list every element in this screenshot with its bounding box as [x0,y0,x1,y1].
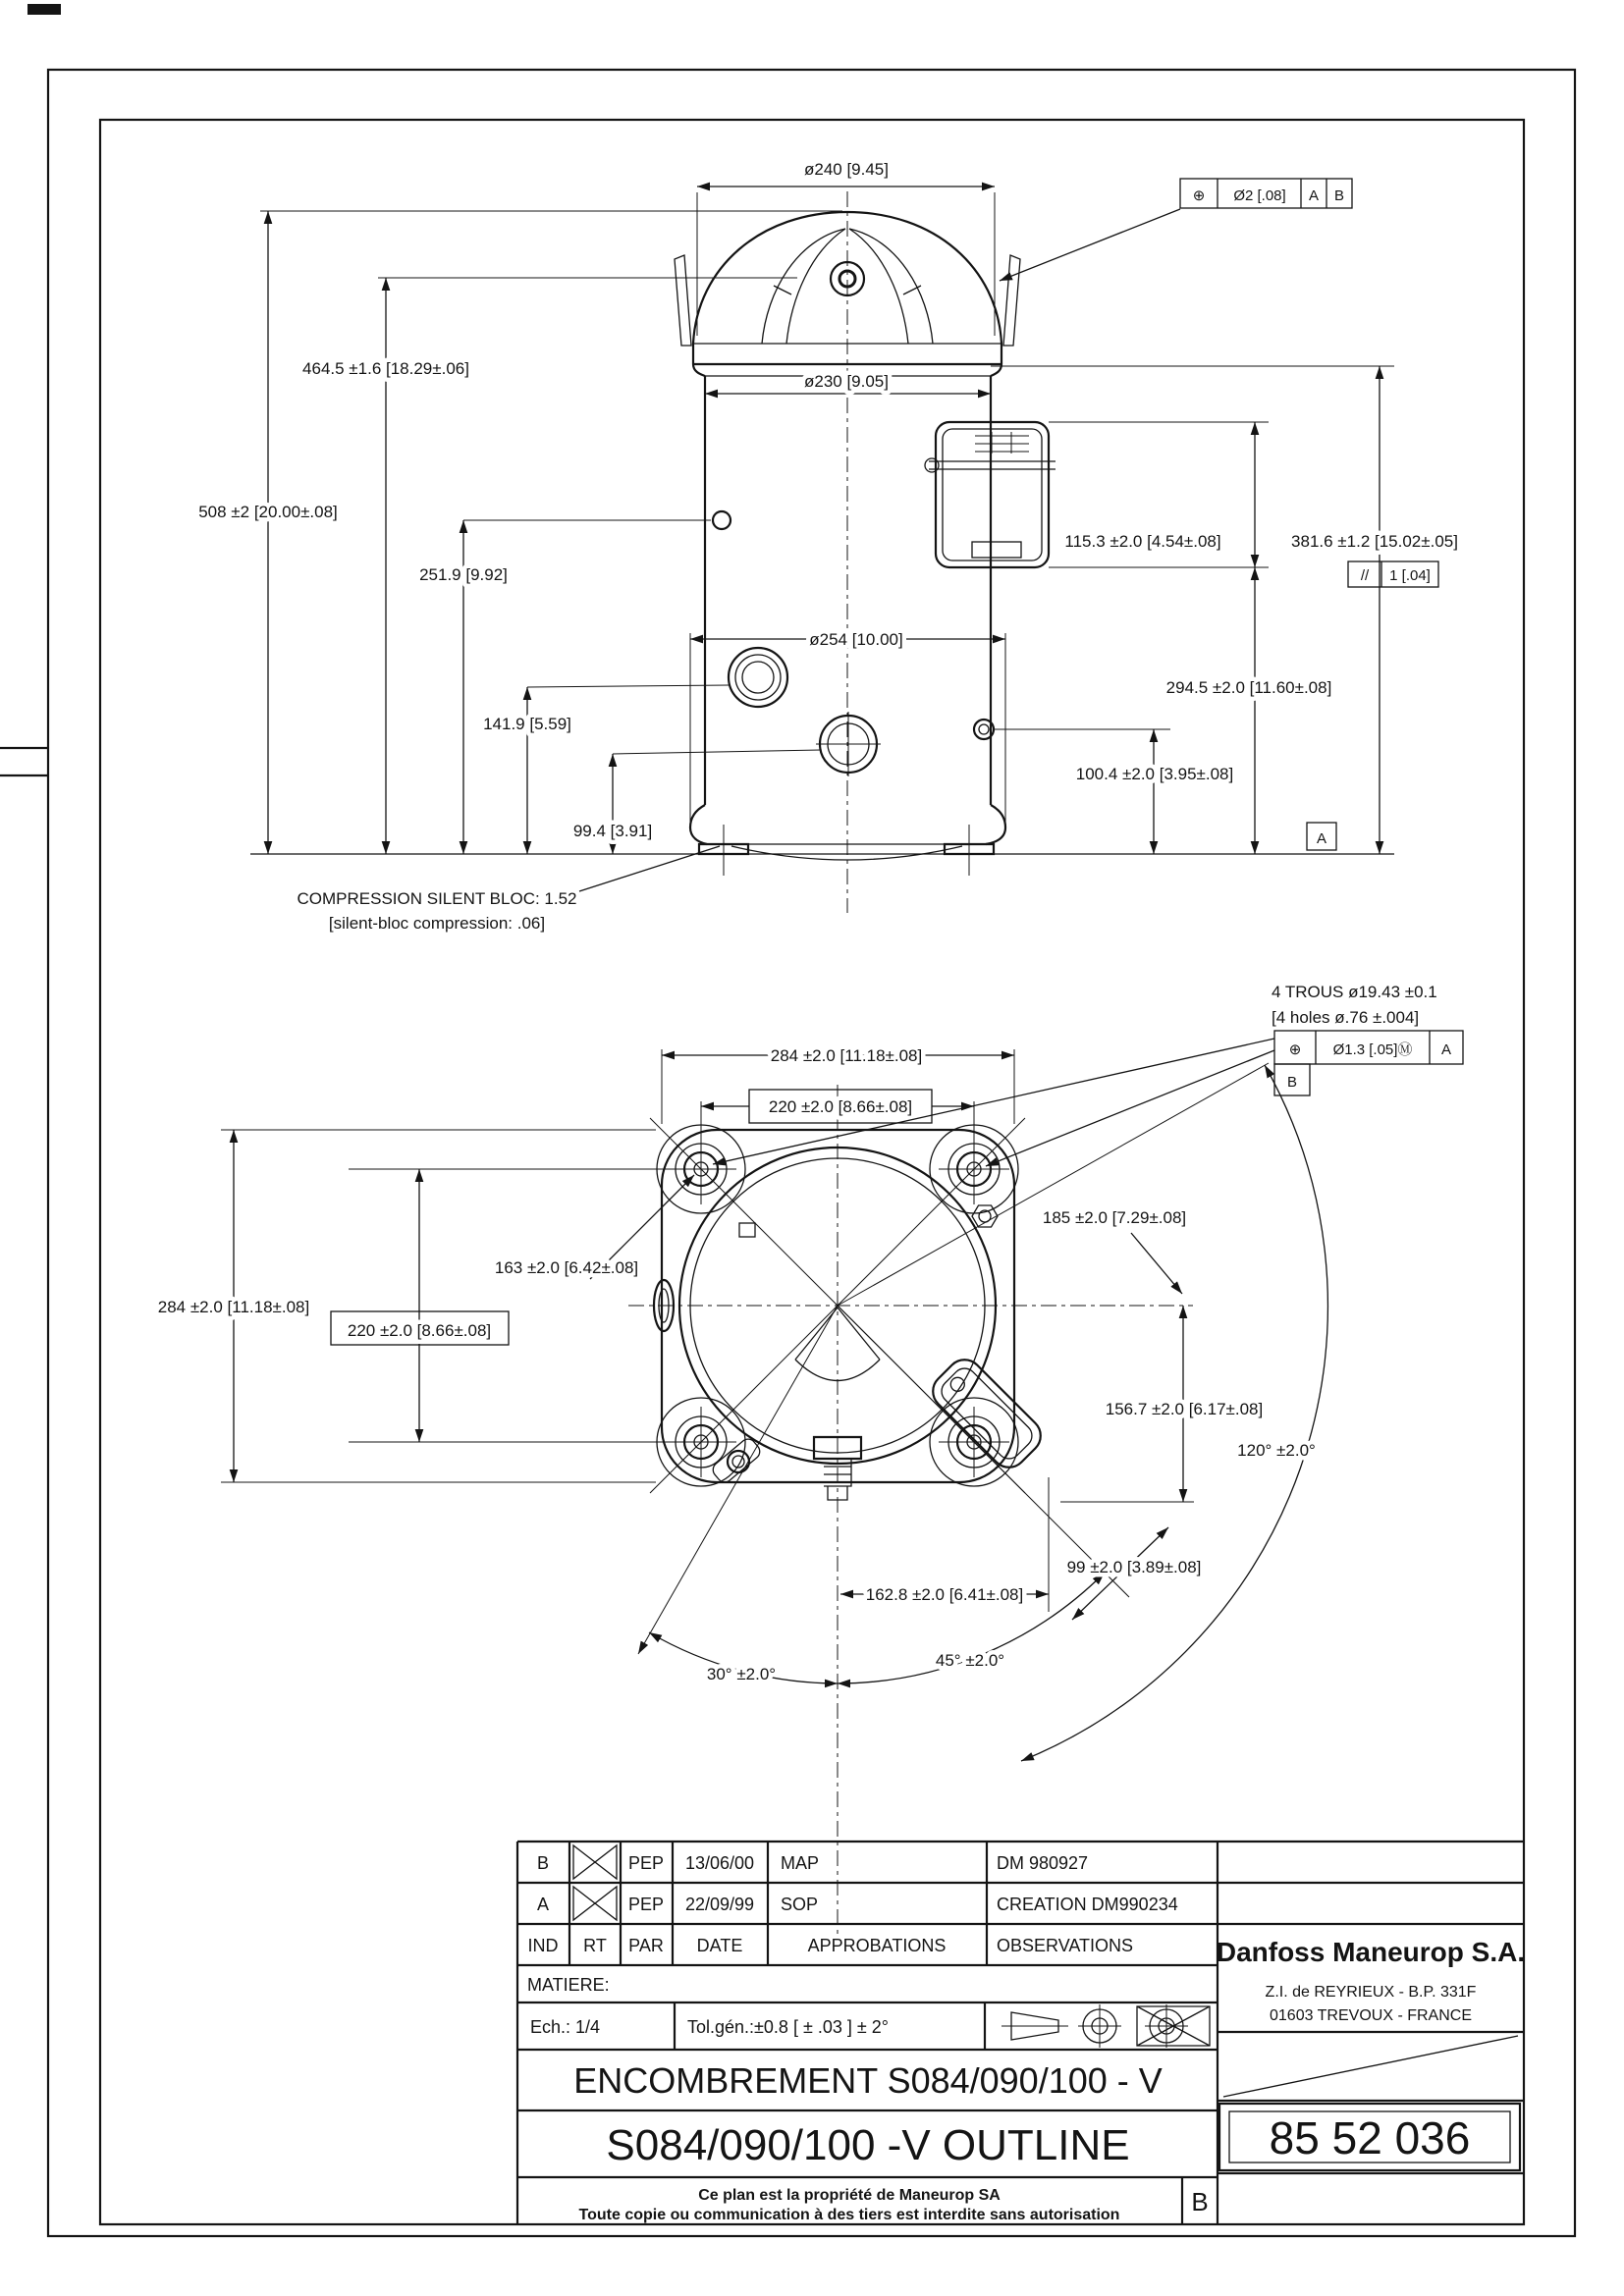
rev-b-ind: B [536,1853,550,1873]
left-plug [713,511,731,529]
parallelism-frame [1348,561,1438,587]
silent-bloc-note [298,846,721,933]
rev-a-par: PEP [627,1895,665,1914]
dim-141: 141.9 [5.59] [483,715,571,733]
angle-45: 45° ±2.0° [935,1651,1005,1670]
side-elevation-view [198,160,1458,933]
rev-a-ind: A [536,1895,550,1914]
dim-220-top: 220 ±2.0 [8.66±.08] [768,1097,913,1116]
rev-a-obs: CREATION DM990234 [997,1895,1178,1914]
company-address2: 01603 TREVOUX - FRANCE [1270,2007,1472,2024]
dim-284-left: 284 ±2.0 [11.18±.08] [157,1298,310,1316]
datum-a-label: A [1316,830,1327,847]
dim-284-top: 284 ±2.0 [11.18±.08] [770,1046,923,1065]
position-tolerance: Ø2 [.08] [1233,187,1286,204]
datum-ref-a-bottom: A [1440,1041,1452,1058]
notice-line1: Ce plan est la propriété de Maneurop SA [698,2187,1001,2204]
dim-99-4: 99.4 [3.91] [572,822,653,840]
title-french: ENCOMBREMENT S084/090/100 - V [573,2060,1163,2101]
dim-220-left: 220 ±2.0 [8.66±.08] [347,1321,492,1340]
rev-b-date: 13/06/00 [684,1853,755,1873]
dim-162: 162.8 ±2.0 [6.41±.08] [865,1585,1024,1604]
dim-115: 115.3 ±2.0 [4.54±.08] [1064,532,1221,551]
notice-line2: Toute copie ou communication à des tiers est interdite sans autorisation [578,2207,1120,2223]
datum-ref-b: B [1333,187,1345,204]
rev-b-obs: DM 980927 [997,1853,1089,1873]
title-block [517,1842,1525,2224]
angle-120: 120° ±2.0° [1237,1441,1316,1460]
side-view-dimensions [198,160,1458,933]
dim-100: 100.4 ±2.0 [3.95±.08] [1075,765,1234,783]
angle-30: 30° ±2.0° [706,1665,777,1683]
corner-print-mark [27,4,61,15]
rev-b-appro: MAP [781,1853,820,1873]
matiere-label: MATIERE: [527,1975,610,1995]
datum-ref-a: A [1308,187,1320,204]
lifting-tab-left [675,255,691,346]
hdr-ind: IND [527,1936,559,1955]
company-block [1217,1937,1525,2024]
dim-dia254: ø254 [10.00] [809,630,903,649]
dim-dia240: ø240 [9.45] [803,160,890,179]
dim-156: 156.7 ±2.0 [6.17±.08] [1105,1400,1264,1418]
dim-294: 294.5 ±2.0 [11.60±.08] [1165,678,1332,697]
vent-slots [975,432,1029,454]
position-symbol-bottom: ⊕ [1288,1041,1302,1058]
part-number-box [1219,2104,1520,2170]
company-name: Danfoss Maneurop S.A. [1216,1937,1526,1967]
lifting-tab-right [1003,255,1020,346]
dim-99: 99 ±2.0 [3.89±.08] [1066,1558,1202,1576]
crossed-projection-symbol [1137,2004,1210,2048]
part-number: 85 52 036 [1269,2112,1471,2163]
dim-508: 508 ±2 [20.00±.08] [198,503,338,521]
silent-bloc-line1: COMPRESSION SILENT BLOC: 1.52 [297,889,577,908]
company-address1: Z.I. de REYRIEUX - B.P. 331F [1265,1984,1477,2001]
suction-fitting [729,648,787,707]
centering-marks [0,748,47,775]
hdr-observations: OBSERVATIONS [997,1936,1134,1955]
holes-line1: 4 TROUS ø19.43 ±0.1 [1272,983,1437,1001]
hdr-par: PAR [628,1936,664,1955]
scale-value: Ech.: 1/4 [530,2017,601,2037]
dim-464: 464.5 ±1.6 [18.29±.06] [302,359,469,378]
angled-bracket [926,1353,1048,1474]
hdr-approbations: APPROBATIONS [807,1936,947,1955]
dim-185: 185 ±2.0 [7.29±.08] [1042,1208,1187,1227]
revision-letter: B [1191,2187,1209,2216]
dim-381: 381.6 ±1.2 [15.02±.05] [1291,532,1458,551]
dim-163: 163 ±2.0 [6.42±.08] [494,1258,639,1277]
holes-note [713,983,1463,1166]
diagonal-line [1223,2036,1518,2097]
hdr-date: DATE [696,1936,743,1955]
tolerance-value: Tol.gén.:±0.8 [ ± .03 ] ± 2° [687,2017,889,2037]
parallel-symbol: // [1360,567,1370,584]
rev-a-appro: SOP [781,1895,819,1914]
rev-a-date: 22/09/99 [684,1895,755,1914]
base-plan-view [158,983,1463,1939]
rev-b-par: PEP [627,1853,665,1873]
plan-view-dimensions [158,983,1463,1620]
revision-table [528,1845,1178,1955]
title-english: S084/090/100 -V OUTLINE [606,2121,1130,2169]
datum-a [1307,823,1336,850]
position-symbol: ⊕ [1192,187,1206,204]
dim-251: 251.9 [9.92] [419,565,508,584]
dim-dia230: ø230 [9.05] [803,372,890,391]
hdr-rt: RT [583,1936,607,1955]
parallel-tolerance: 1 [.04] [1389,567,1431,584]
silent-bloc-line2: [silent-bloc compression: .06] [328,914,546,933]
datum-ref-b-bottom: B [1286,1074,1298,1091]
small-hex-fitting [972,1205,998,1227]
holes-line2: [4 holes ø.76 ±.004] [1272,1008,1420,1027]
projection-symbol [1001,2004,1210,2048]
position-tolerance-bottom: Ø1.3 [.05]Ⓜ [1332,1041,1413,1058]
position-frame-top [1000,179,1352,281]
